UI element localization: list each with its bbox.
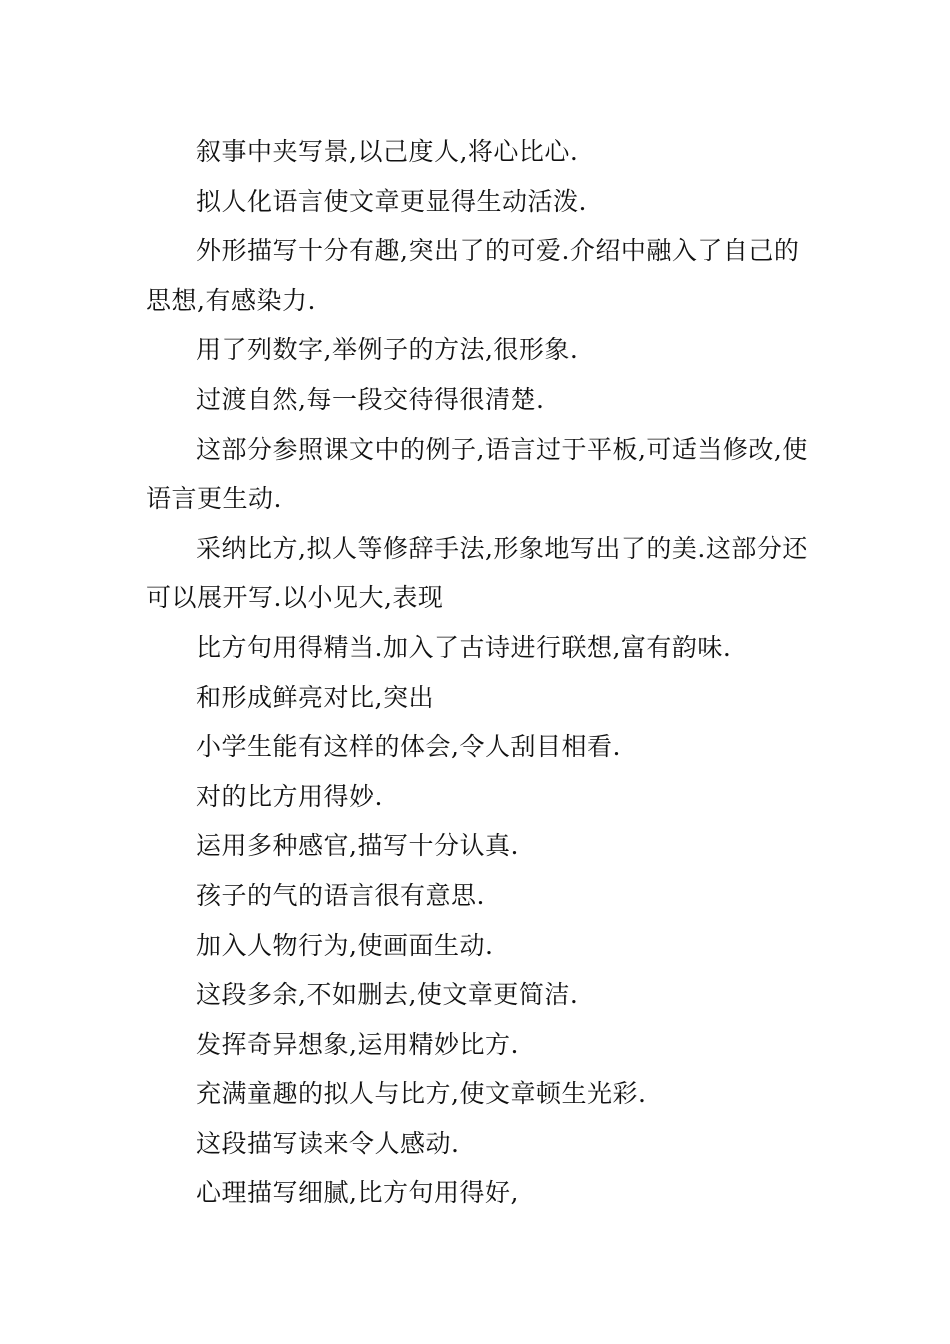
paragraph: 拟人化语言使文章更显得生动活泼. — [196, 186, 587, 216]
paragraph: 加入人物行为,使画面生动. — [196, 930, 494, 960]
paragraph: 过渡自然,每一段交待得很清楚. — [196, 384, 545, 414]
paragraph: 采纳比方,拟人等修辞手法,形象地写出了的美.这部分还可以展开写.以小见大,表现 — [146, 533, 808, 613]
paragraph: 用了列数字,举例子的方法,很形象. — [196, 335, 579, 365]
paragraph: 对的比方用得妙. — [196, 781, 383, 811]
paragraph: 这段多余,不如删去,使文章更简洁. — [196, 980, 579, 1010]
paragraph: 这段描写读来令人感动. — [196, 1128, 460, 1158]
paragraph: 比方句用得精当.加入了古诗进行联想,富有韵味. — [196, 632, 732, 662]
document-body — [146, 127, 808, 1218]
paragraph: 充满童趣的拟人与比方,使文章顿生光彩. — [196, 1079, 647, 1109]
paragraph: 心理描写细腻,比方句用得好, — [196, 1178, 519, 1208]
paragraph: 小学生能有这样的体会,令人刮目相看. — [196, 732, 621, 762]
paragraph: 发挥奇异想象,运用精妙比方. — [196, 1029, 519, 1059]
paragraph: 叙事中夹写景,以己度人,将心比心. — [196, 137, 579, 166]
paragraph: 孩子的气的语言很有意思. — [196, 880, 485, 910]
paragraph: 这部分参照课文中的例子,语言过于平板,可适当修改,使语言更生动. — [146, 434, 808, 514]
paragraph: 和形成鲜亮对比,突出 — [196, 682, 434, 712]
paragraph: 外形描写十分有趣,突出了的可爱.介绍中融入了自己的思想,有感染力. — [146, 236, 800, 315]
paragraph: 运用多种感官,描写十分认真. — [196, 831, 519, 861]
